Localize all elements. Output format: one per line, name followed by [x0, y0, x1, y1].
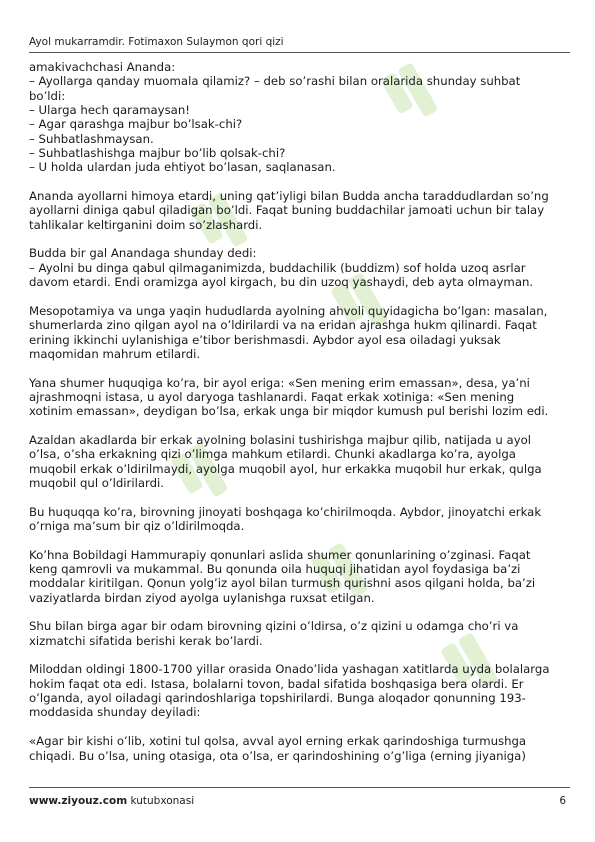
text-line: Mesopotamiya va unga yaqin hududlarda ayolning ahvoli quyidagicha bo’lgan: masalan,: [29, 303, 548, 318]
paragraph: [29, 734, 574, 763]
text-line: Ko’hna Bobildagi Hammurapiy qonunlari aslida shumer qonunlarining o’zginasi. Faqat: [29, 547, 531, 562]
text-line: o’lsa, o’sha erkakning qizi o’limga mahkum etilardi. Chunki akadlarga ko’ra, ayolga: [29, 447, 516, 462]
text-line: Bu huquqqa ko’ra, birovning jinoyati boshqaga ko’chirilmoqda. Aybdor, jinoyatchi erkak: [29, 504, 542, 519]
text-line: muqobil erkak o’ldirilmaydi, ayolga muqobil ayol, hur erkakka muqobil hur erkak, qulga: [29, 461, 542, 476]
text-line: maqomidan mahrum etilardi.: [29, 346, 201, 361]
paragraph: [29, 189, 574, 232]
text-line: chiqadi. Bu o’lsa, uning otasiga, ota o’lsa, er qarindoshining o’g’liga (erning jiyaniga): [29, 748, 526, 763]
footer-label: kutubxonasi: [130, 795, 195, 807]
paragraph-gap: [29, 175, 574, 189]
text-line: moddalar kiritilgan. Qonun yolg’iz ayol bilan turmush qurishni asos qilgani holda, ba’zi: [29, 576, 536, 591]
paragraph-gap: [29, 419, 574, 433]
text-line: – Ayollarga qanday muomala qilamiz? – deb so’rashi bilan oralarida shunday suhbat: [29, 74, 521, 89]
paragraph-gap: [29, 533, 574, 547]
page-footer: [29, 795, 570, 807]
text-line: o’rniga ma’sum bir qiz o’ldirilmoqda.: [29, 519, 245, 533]
paragraph: [29, 548, 574, 605]
text-line: – Ayolni bu dinga qabul qilmaganimizda, buddachilik (buddizm) sof holda uzoq asrlar: [29, 260, 526, 275]
text-line: hokim faqat ota edi. Istasa, bolalarni tovon, badal sifatida boshqasiga bera olardi. Er: [29, 676, 524, 691]
text-line: xizmatchi sifatida berishi kerak bo’lardi.: [29, 633, 263, 648]
paragraph: [29, 246, 574, 289]
text-line: davom etardi. Endi oramizga ayol kirgach, bu din uzoq yashaydi, deb ayta olmayman.: [29, 275, 534, 290]
text-line: ajrashmoqni istasa, u ayol daryoga tashlanardi. Faqat erkak xotiniga: «Sen mening: [29, 389, 515, 404]
text-line: erining ikkinchi uylanishiga e’tibor berishmasdi. Aybdor ayol esa oiladagi yuksak: [29, 332, 501, 347]
text-line: – Ularga hech qaramaysan!: [29, 103, 190, 118]
text-line: o’lganda, ayol oiladagi qarindoshlariga topshirilardi. Bunga aloqador qonunning 193-: [29, 691, 526, 706]
paragraph-gap: [29, 720, 574, 734]
text-line: – U holda ulardan juda ehtiyot bo’lasan, saqlanasan.: [29, 160, 336, 175]
text-line: bo’ldi:: [29, 88, 66, 103]
text-line: shumerlarda zino qilgan ayol na o’ldirilardi va na eridan ajrashga hukm qilinardi. Faqat: [29, 318, 537, 333]
paragraph-gap: [29, 648, 574, 662]
paragraph: [29, 433, 574, 490]
page-body: [29, 60, 574, 763]
text-line: tahlikalar keltirganini doim so’zlashardi.: [29, 217, 263, 232]
footer-divider: [29, 787, 570, 788]
text-line: ayollarni diniga qabul qiladigan bo’ldi. Faqat buning buddachilar jamoati uchun bir talay: [29, 203, 545, 218]
paragraph-gap: [29, 232, 574, 246]
text-line: xotinim emassan», deydigan bo’lsa, erkak unga bir miqdor kumush pul berishi lozim edi.: [29, 404, 549, 419]
paragraph: [29, 60, 574, 175]
text-line: – Agar qarashga majbur bo’lsak-chi?: [29, 117, 243, 132]
header-divider: [29, 52, 570, 53]
text-line: muqobil qul o’ldirilardi.: [29, 475, 164, 490]
text-line: «Agar bir kishi o’lib, xotini tul qolsa, avval ayol erning erkak qarindoshiga turmushga: [29, 734, 527, 749]
paragraph-gap: [29, 490, 574, 504]
paragraph: [29, 619, 574, 648]
paragraph: [29, 304, 574, 361]
text-line: Budda bir gal Anandaga shunday dedi:: [29, 246, 257, 261]
text-line: moddasida shunday deyiladi:: [29, 705, 201, 720]
footer-site-link[interactable]: www.ziyouz.com: [29, 795, 128, 807]
paragraph: [29, 662, 574, 719]
paragraph-gap: [29, 361, 574, 375]
page-number: 6: [559, 795, 566, 807]
text-line: – Suhbatlashmaysan.: [29, 131, 154, 146]
paragraph: [29, 505, 574, 534]
text-line: Azaldan akadlarda bir erkak ayolning bolasini tushirishga majbur qilib, natijada u ayol: [29, 432, 532, 447]
text-line: Miloddan oldingi 1800-1700 yillar orasida Onado’lida yashagan xatitlarda uyda bolalarga: [29, 662, 550, 677]
text-line: Ananda ayollarni himoya etardi, uning qat’iyligi bilan Budda ancha taraddudlardan so’ng: [29, 189, 549, 204]
text-line: Yana shumer huquqiga ko’ra, bir ayol eriga: «Sen mening erim emassan», desa, ya’ni: [29, 375, 530, 390]
text-line: Shu bilan birga agar bir odam birovning qizini o’ldirsa, o’z qizini u odamga cho’ri va: [29, 619, 519, 634]
text-line: vaziyatlarda birdan ziyod ayolga uylanishga ruxsat etilgan.: [29, 590, 375, 605]
running-header: Ayol mukarramdir. Fotimaxon Sulaymon qori qizi: [29, 36, 284, 48]
paragraph-gap: [29, 290, 574, 304]
text-line: – Suhbatlashishga majbur bo’lib qolsak-chi?: [29, 146, 286, 161]
paragraph-gap: [29, 605, 574, 619]
text-line: amakivachchasi Ananda:: [29, 60, 176, 74]
text-line: keng qamrovli va mukammal. Bu qonunda oila huquqi jihatidan ayol foydasiga ba’zi: [29, 562, 521, 577]
paragraph: [29, 376, 574, 419]
